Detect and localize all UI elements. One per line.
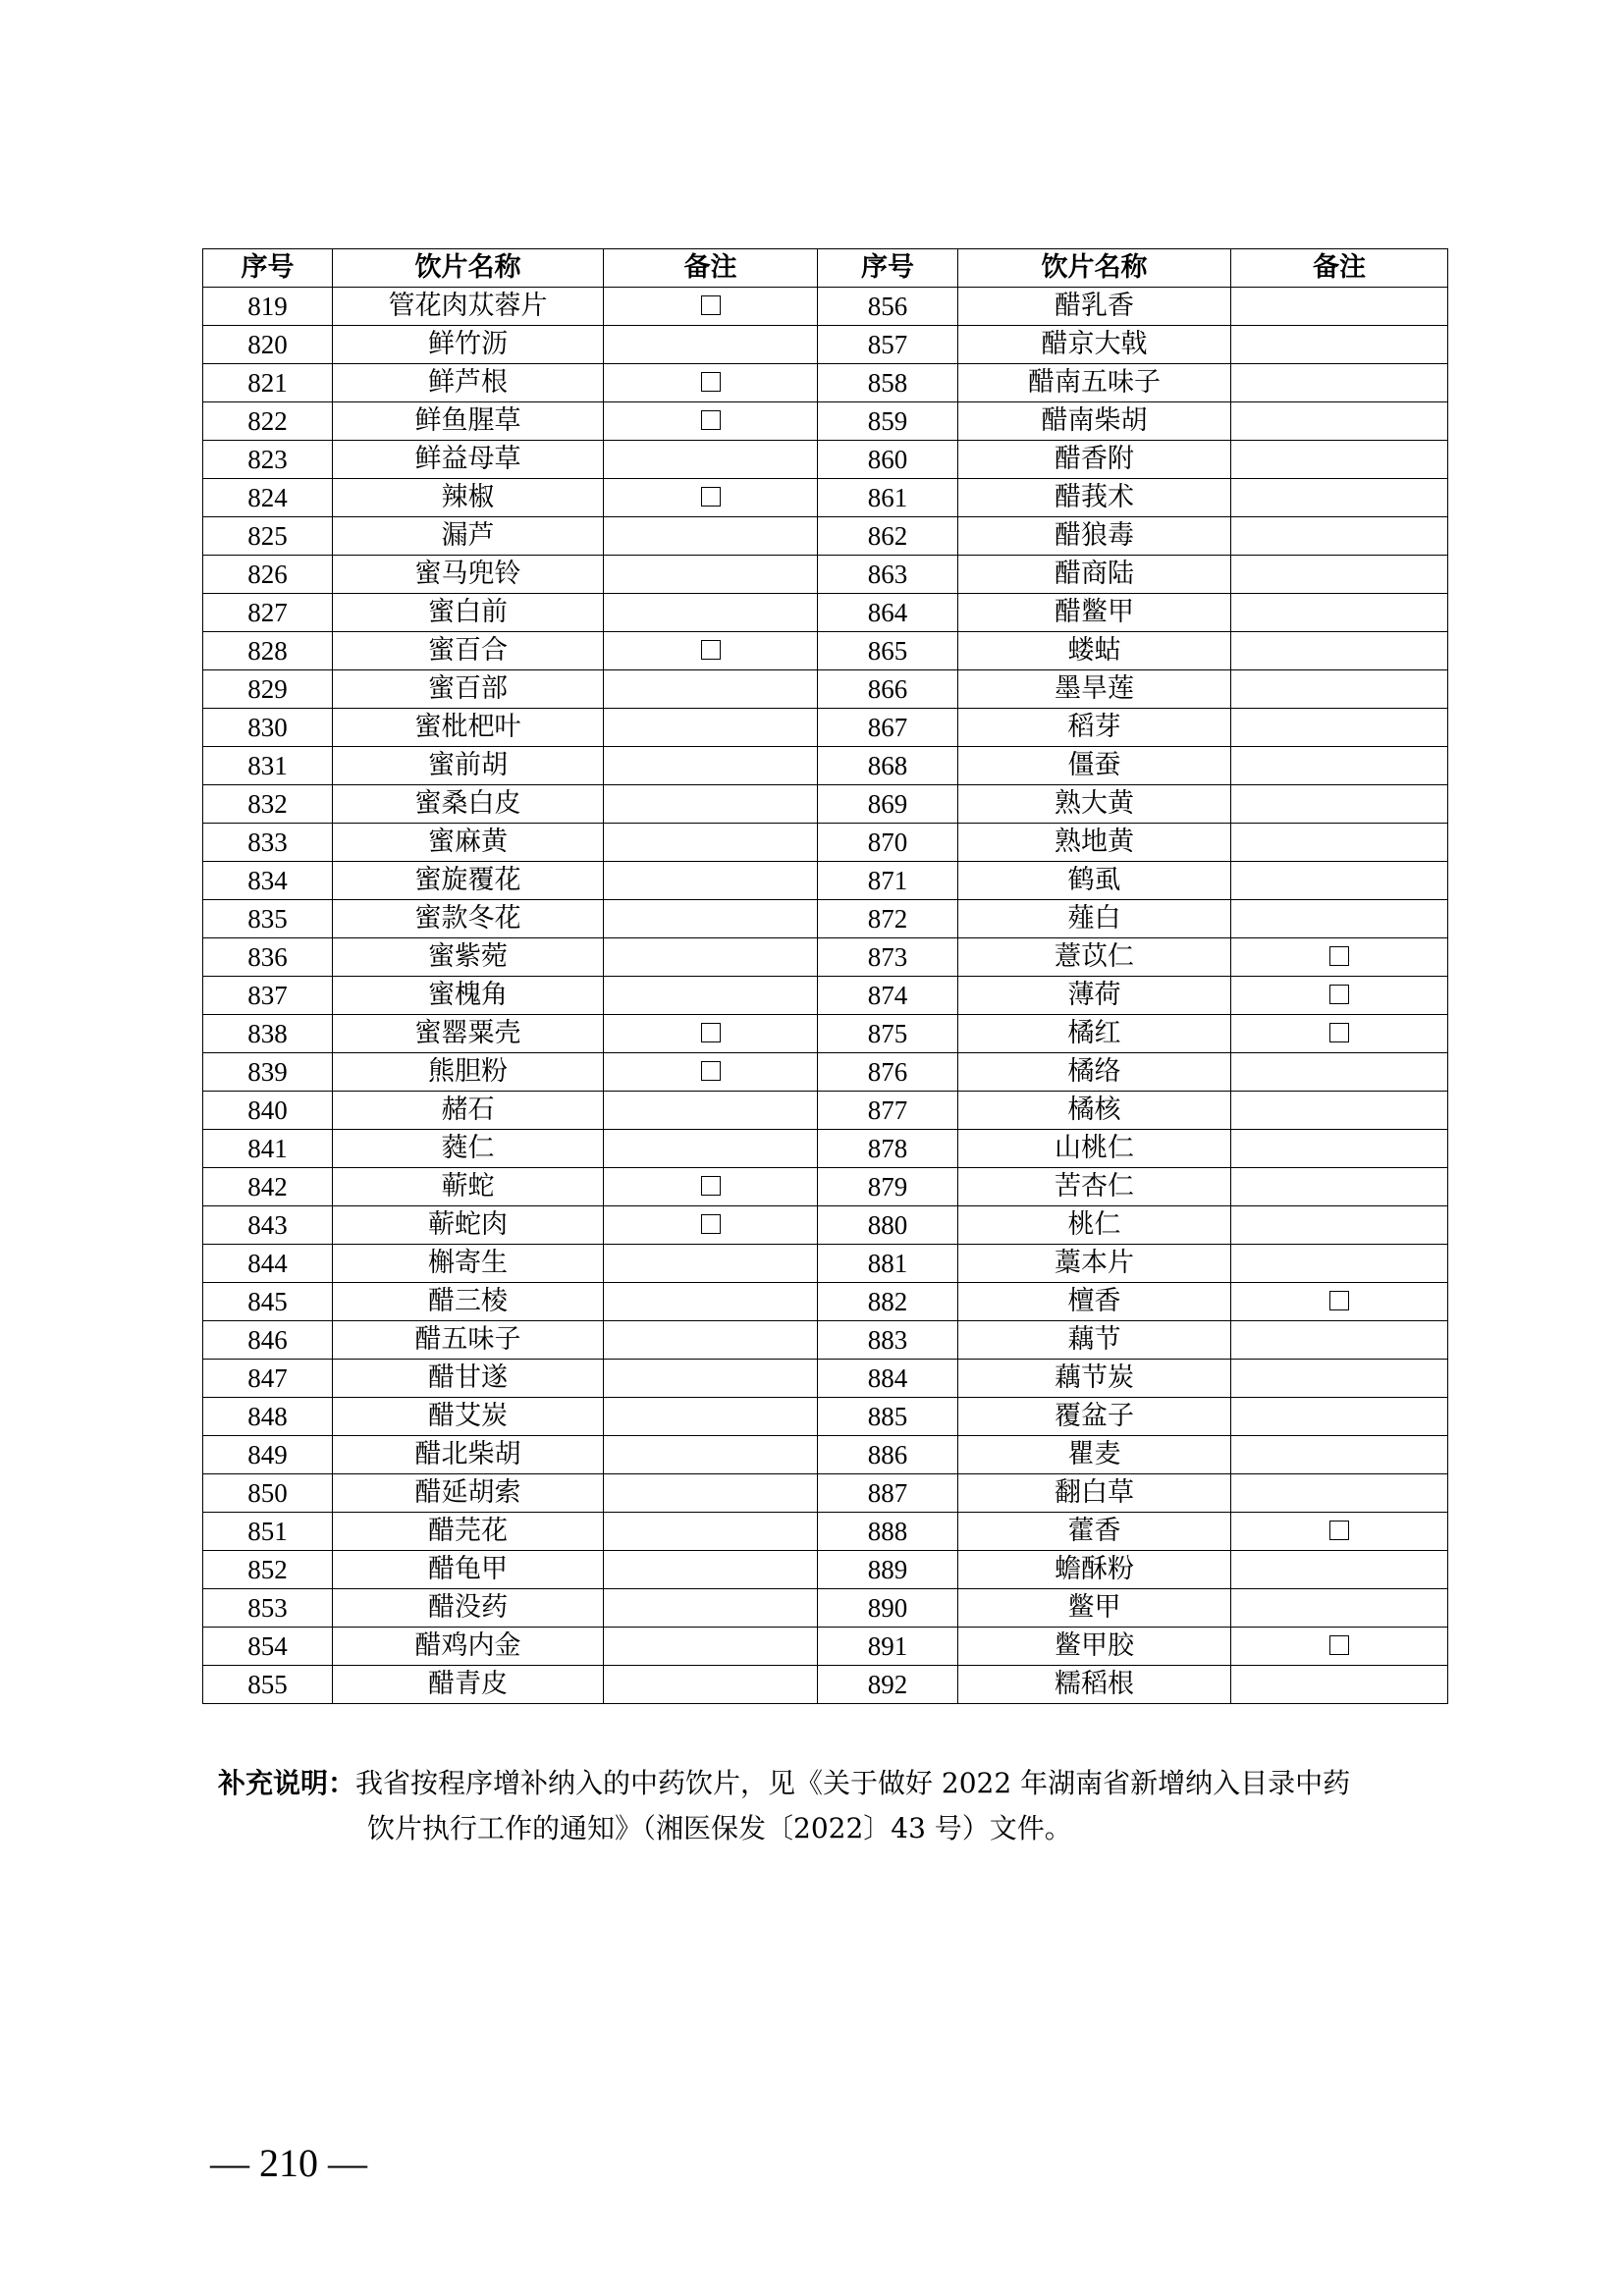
remark-cell	[604, 326, 818, 364]
checkbox-icon	[701, 372, 721, 392]
row-number: 823	[203, 441, 333, 479]
table-row	[203, 900, 1448, 938]
table-row	[203, 1015, 1448, 1053]
herb-name: 薤白	[958, 900, 1231, 938]
remark-cell	[604, 1551, 818, 1589]
table-row	[203, 517, 1448, 556]
row-number: 867	[818, 709, 958, 747]
row-number: 854	[203, 1628, 333, 1666]
remark-cell	[1231, 1321, 1448, 1360]
table-row	[203, 364, 1448, 402]
table-row	[203, 862, 1448, 900]
row-number: 832	[203, 785, 333, 824]
herb-name: 蜜麻黄	[333, 824, 604, 862]
row-number: 846	[203, 1321, 333, 1360]
remark-cell	[1231, 1551, 1448, 1589]
herb-name: 熟大黄	[958, 785, 1231, 824]
row-number: 845	[203, 1283, 333, 1321]
row-number: 872	[818, 900, 958, 938]
row-number: 834	[203, 862, 333, 900]
herb-name: 蜜白前	[333, 594, 604, 632]
row-number: 859	[818, 402, 958, 441]
herb-name: 藿香	[958, 1513, 1231, 1551]
row-number: 837	[203, 977, 333, 1015]
row-number: 879	[818, 1168, 958, 1206]
checkbox-icon	[701, 640, 721, 660]
remark-cell	[604, 1436, 818, 1474]
note-label: 补充说明：	[218, 1767, 356, 1799]
remark-cell	[1231, 1398, 1448, 1436]
row-number: 824	[203, 479, 333, 517]
herb-name: 蜜紫菀	[333, 938, 604, 977]
remark-cell	[1231, 1053, 1448, 1092]
remark-cell	[1231, 364, 1448, 402]
remark-cell	[604, 1666, 818, 1704]
row-number: 835	[203, 900, 333, 938]
checkbox-icon	[1329, 985, 1349, 1004]
row-number: 856	[818, 288, 958, 326]
remark-cell	[1231, 1360, 1448, 1398]
table-row	[203, 1666, 1448, 1704]
row-number: 860	[818, 441, 958, 479]
remark-cell	[1231, 1666, 1448, 1704]
herb-name: 蜜马兜铃	[333, 556, 604, 594]
table-row	[203, 670, 1448, 709]
checkbox-icon	[701, 410, 721, 430]
table-row	[203, 1360, 1448, 1398]
herb-name: 鲜鱼腥草	[333, 402, 604, 441]
supplementary-note	[218, 1761, 1435, 1851]
row-number: 841	[203, 1130, 333, 1168]
remark-cell	[1231, 288, 1448, 326]
table-row	[203, 1130, 1448, 1168]
remark-cell	[1231, 1283, 1448, 1321]
remark-cell	[1231, 824, 1448, 862]
row-number: 843	[203, 1206, 333, 1245]
herb-name: 蕤仁	[333, 1130, 604, 1168]
row-number: 831	[203, 747, 333, 785]
remark-cell	[604, 747, 818, 785]
row-number: 828	[203, 632, 333, 670]
table-row	[203, 1628, 1448, 1666]
herb-name: 檀香	[958, 1283, 1231, 1321]
table-row	[203, 1589, 1448, 1628]
checkbox-icon	[1329, 1521, 1349, 1540]
remark-cell	[604, 1168, 818, 1206]
remark-cell	[1231, 517, 1448, 556]
herb-name: 漏芦	[333, 517, 604, 556]
row-number: 825	[203, 517, 333, 556]
herb-name: 醋鸡内金	[333, 1628, 604, 1666]
page-number: — 210 —	[210, 2141, 367, 2185]
table-row	[203, 402, 1448, 441]
herb-name: 醋三棱	[333, 1283, 604, 1321]
checkbox-icon	[1329, 1635, 1349, 1655]
row-number: 882	[818, 1283, 958, 1321]
herb-name: 薏苡仁	[958, 938, 1231, 977]
herb-name: 蜜槐角	[333, 977, 604, 1015]
remark-cell	[604, 364, 818, 402]
row-number: 819	[203, 288, 333, 326]
herb-name: 鳖甲胶	[958, 1628, 1231, 1666]
checkbox-icon	[701, 295, 721, 315]
herb-name: 醋延胡索	[333, 1474, 604, 1513]
row-number: 880	[818, 1206, 958, 1245]
herb-name: 醋乳香	[958, 288, 1231, 326]
remark-cell	[1231, 1628, 1448, 1666]
remark-cell	[604, 1283, 818, 1321]
remark-cell	[604, 1092, 818, 1130]
row-number: 839	[203, 1053, 333, 1092]
herb-name: 藁本片	[958, 1245, 1231, 1283]
remark-cell	[604, 1206, 818, 1245]
row-number: 836	[203, 938, 333, 977]
remark-cell	[604, 670, 818, 709]
remark-cell	[604, 1589, 818, 1628]
table-row	[203, 1398, 1448, 1436]
header-number: 序号	[818, 249, 958, 288]
herb-table	[202, 248, 1448, 1704]
herb-name: 橘红	[958, 1015, 1231, 1053]
row-number: 881	[818, 1245, 958, 1283]
remark-cell	[604, 785, 818, 824]
remark-cell	[1231, 747, 1448, 785]
checkbox-icon	[701, 1061, 721, 1081]
row-number: 850	[203, 1474, 333, 1513]
herb-name: 熟地黄	[958, 824, 1231, 862]
checkbox-icon	[701, 1023, 721, 1042]
remark-cell	[1231, 1168, 1448, 1206]
herb-name: 醋龟甲	[333, 1551, 604, 1589]
row-number: 862	[818, 517, 958, 556]
row-number: 888	[818, 1513, 958, 1551]
remark-cell	[604, 1015, 818, 1053]
herb-name: 蜜枇杷叶	[333, 709, 604, 747]
table-row	[203, 556, 1448, 594]
herb-name: 醋莪术	[958, 479, 1231, 517]
table-row	[203, 632, 1448, 670]
row-number: 858	[818, 364, 958, 402]
remark-cell	[1231, 479, 1448, 517]
remark-cell	[604, 709, 818, 747]
remark-cell	[604, 824, 818, 862]
row-number: 890	[818, 1589, 958, 1628]
row-number: 852	[203, 1551, 333, 1589]
herb-name: 醋南柴胡	[958, 402, 1231, 441]
row-number: 820	[203, 326, 333, 364]
header-number: 序号	[203, 249, 333, 288]
herb-name: 醋京大戟	[958, 326, 1231, 364]
row-number: 877	[818, 1092, 958, 1130]
remark-cell	[1231, 1436, 1448, 1474]
herb-name: 瞿麦	[958, 1436, 1231, 1474]
remark-cell	[604, 1053, 818, 1092]
herb-name: 僵蚕	[958, 747, 1231, 785]
table-row	[203, 326, 1448, 364]
herb-name: 蟾酥粉	[958, 1551, 1231, 1589]
table-row	[203, 1513, 1448, 1551]
herb-name: 蕲蛇	[333, 1168, 604, 1206]
remark-cell	[1231, 1474, 1448, 1513]
table-row	[203, 1283, 1448, 1321]
herb-name: 蝼蛄	[958, 632, 1231, 670]
row-number: 849	[203, 1436, 333, 1474]
header-name: 饮片名称	[333, 249, 604, 288]
row-number: 853	[203, 1589, 333, 1628]
table-row	[203, 747, 1448, 785]
table-row	[203, 1206, 1448, 1245]
remark-cell	[1231, 326, 1448, 364]
row-number: 876	[818, 1053, 958, 1092]
table-row	[203, 1321, 1448, 1360]
table-row	[203, 1436, 1448, 1474]
herb-name: 蜜前胡	[333, 747, 604, 785]
herb-name: 稻芽	[958, 709, 1231, 747]
herb-name: 管花肉苁蓉片	[333, 288, 604, 326]
row-number: 829	[203, 670, 333, 709]
row-number: 869	[818, 785, 958, 824]
row-number: 864	[818, 594, 958, 632]
remark-cell	[604, 1398, 818, 1436]
header-name: 饮片名称	[958, 249, 1231, 288]
remark-cell	[1231, 670, 1448, 709]
row-number: 833	[203, 824, 333, 862]
row-number: 868	[818, 747, 958, 785]
remark-cell	[1231, 1513, 1448, 1551]
herb-name: 熊胆粉	[333, 1053, 604, 1092]
table-row	[203, 977, 1448, 1015]
herb-name: 橘络	[958, 1053, 1231, 1092]
table-row	[203, 1551, 1448, 1589]
remark-cell	[604, 402, 818, 441]
table-row	[203, 1053, 1448, 1092]
remark-cell	[1231, 900, 1448, 938]
table-header-row	[203, 249, 1448, 288]
herb-name: 蜜款冬花	[333, 900, 604, 938]
table-row	[203, 1092, 1448, 1130]
remark-cell	[1231, 632, 1448, 670]
row-number: 887	[818, 1474, 958, 1513]
header-remark: 备注	[1231, 249, 1448, 288]
herb-name: 蜜百合	[333, 632, 604, 670]
checkbox-icon	[1329, 946, 1349, 966]
row-number: 884	[818, 1360, 958, 1398]
row-number: 848	[203, 1398, 333, 1436]
row-number: 861	[818, 479, 958, 517]
herb-name: 糯稻根	[958, 1666, 1231, 1704]
table-row	[203, 938, 1448, 977]
remark-cell	[1231, 556, 1448, 594]
remark-cell	[604, 1321, 818, 1360]
herb-name: 醋青皮	[333, 1666, 604, 1704]
row-number: 886	[818, 1436, 958, 1474]
row-number: 822	[203, 402, 333, 441]
row-number: 883	[818, 1321, 958, 1360]
herb-name: 辣椒	[333, 479, 604, 517]
note-text-line1: 我省按程序增补纳入的中药饮片，见《关于做好 2022 年湖南省新增纳入目录中药	[355, 1767, 1351, 1799]
remark-cell	[1231, 594, 1448, 632]
herb-name: 醋南五味子	[958, 364, 1231, 402]
remark-cell	[1231, 1589, 1448, 1628]
table-row	[203, 288, 1448, 326]
row-number: 827	[203, 594, 333, 632]
remark-cell	[1231, 977, 1448, 1015]
remark-cell	[604, 441, 818, 479]
remark-cell	[604, 1513, 818, 1551]
row-number: 870	[818, 824, 958, 862]
herb-name: 醋北柴胡	[333, 1436, 604, 1474]
remark-cell	[604, 900, 818, 938]
row-number: 857	[818, 326, 958, 364]
note-text-line2: 饮片执行工作的通知》（湘医保发〔2022〕43 号）文件。	[367, 1812, 1072, 1844]
herb-name: 鹤虱	[958, 862, 1231, 900]
herb-name: 桃仁	[958, 1206, 1231, 1245]
row-number: 891	[818, 1628, 958, 1666]
table-row	[203, 479, 1448, 517]
row-number: 840	[203, 1092, 333, 1130]
remark-cell	[1231, 402, 1448, 441]
herb-name: 覆盆子	[958, 1398, 1231, 1436]
remark-cell	[604, 288, 818, 326]
remark-cell	[604, 556, 818, 594]
herb-name: 醋狼毒	[958, 517, 1231, 556]
checkbox-icon	[1329, 1291, 1349, 1310]
herb-name: 墨旱莲	[958, 670, 1231, 709]
remark-cell	[1231, 1092, 1448, 1130]
herb-name: 醋鳖甲	[958, 594, 1231, 632]
herb-name: 醋艾炭	[333, 1398, 604, 1436]
row-number: 875	[818, 1015, 958, 1053]
herb-name: 蜜桑白皮	[333, 785, 604, 824]
remark-cell	[604, 632, 818, 670]
row-number: 821	[203, 364, 333, 402]
row-number: 847	[203, 1360, 333, 1398]
row-number: 871	[818, 862, 958, 900]
header-remark: 备注	[604, 249, 818, 288]
herb-name: 蜜百部	[333, 670, 604, 709]
table-row	[203, 785, 1448, 824]
remark-cell	[604, 594, 818, 632]
row-number: 885	[818, 1398, 958, 1436]
remark-cell	[604, 479, 818, 517]
herb-name: 醋没药	[333, 1589, 604, 1628]
row-number: 865	[818, 632, 958, 670]
row-number: 873	[818, 938, 958, 977]
table-row	[203, 1245, 1448, 1283]
row-number: 844	[203, 1245, 333, 1283]
remark-cell	[1231, 709, 1448, 747]
table-row	[203, 824, 1448, 862]
row-number: 863	[818, 556, 958, 594]
herb-name: 鲜芦根	[333, 364, 604, 402]
herb-name: 鲜竹沥	[333, 326, 604, 364]
row-number: 878	[818, 1130, 958, 1168]
remark-cell	[604, 862, 818, 900]
herb-name: 蕲蛇肉	[333, 1206, 604, 1245]
row-number: 889	[818, 1551, 958, 1589]
remark-cell	[1231, 1245, 1448, 1283]
table-row	[203, 1168, 1448, 1206]
herb-name: 蜜罂粟壳	[333, 1015, 604, 1053]
remark-cell	[604, 1474, 818, 1513]
herb-name: 槲寄生	[333, 1245, 604, 1283]
row-number: 855	[203, 1666, 333, 1704]
herb-name: 醋甘遂	[333, 1360, 604, 1398]
herb-name: 鲜益母草	[333, 441, 604, 479]
checkbox-icon	[1329, 1023, 1349, 1042]
herb-name: 鳖甲	[958, 1589, 1231, 1628]
row-number: 866	[818, 670, 958, 709]
table-row	[203, 709, 1448, 747]
herb-name: 醋商陆	[958, 556, 1231, 594]
checkbox-icon	[701, 1176, 721, 1196]
remark-cell	[604, 1130, 818, 1168]
checkbox-icon	[701, 1214, 721, 1234]
remark-cell	[604, 1628, 818, 1666]
table-row	[203, 441, 1448, 479]
remark-cell	[1231, 938, 1448, 977]
herb-name: 醋五味子	[333, 1321, 604, 1360]
remark-cell	[1231, 785, 1448, 824]
remark-cell	[604, 1245, 818, 1283]
remark-cell	[1231, 441, 1448, 479]
table-row	[203, 1474, 1448, 1513]
checkbox-icon	[701, 487, 721, 507]
row-number: 826	[203, 556, 333, 594]
herb-name: 翻白草	[958, 1474, 1231, 1513]
table-row	[203, 594, 1448, 632]
herb-name: 醋芫花	[333, 1513, 604, 1551]
herb-name: 薄荷	[958, 977, 1231, 1015]
herb-name: 藕节	[958, 1321, 1231, 1360]
remark-cell	[604, 977, 818, 1015]
remark-cell	[604, 938, 818, 977]
herb-name: 苦杏仁	[958, 1168, 1231, 1206]
remark-cell	[604, 517, 818, 556]
remark-cell	[604, 1360, 818, 1398]
row-number: 830	[203, 709, 333, 747]
herb-name: 赭石	[333, 1092, 604, 1130]
row-number: 838	[203, 1015, 333, 1053]
herb-name: 橘核	[958, 1092, 1231, 1130]
row-number: 842	[203, 1168, 333, 1206]
row-number: 892	[818, 1666, 958, 1704]
row-number: 874	[818, 977, 958, 1015]
remark-cell	[1231, 1206, 1448, 1245]
row-number: 851	[203, 1513, 333, 1551]
remark-cell	[1231, 1015, 1448, 1053]
herb-name: 藕节炭	[958, 1360, 1231, 1398]
herb-name: 醋香附	[958, 441, 1231, 479]
herb-name: 山桃仁	[958, 1130, 1231, 1168]
remark-cell	[1231, 1130, 1448, 1168]
remark-cell	[1231, 862, 1448, 900]
herb-name: 蜜旋覆花	[333, 862, 604, 900]
table-body	[203, 288, 1448, 1704]
